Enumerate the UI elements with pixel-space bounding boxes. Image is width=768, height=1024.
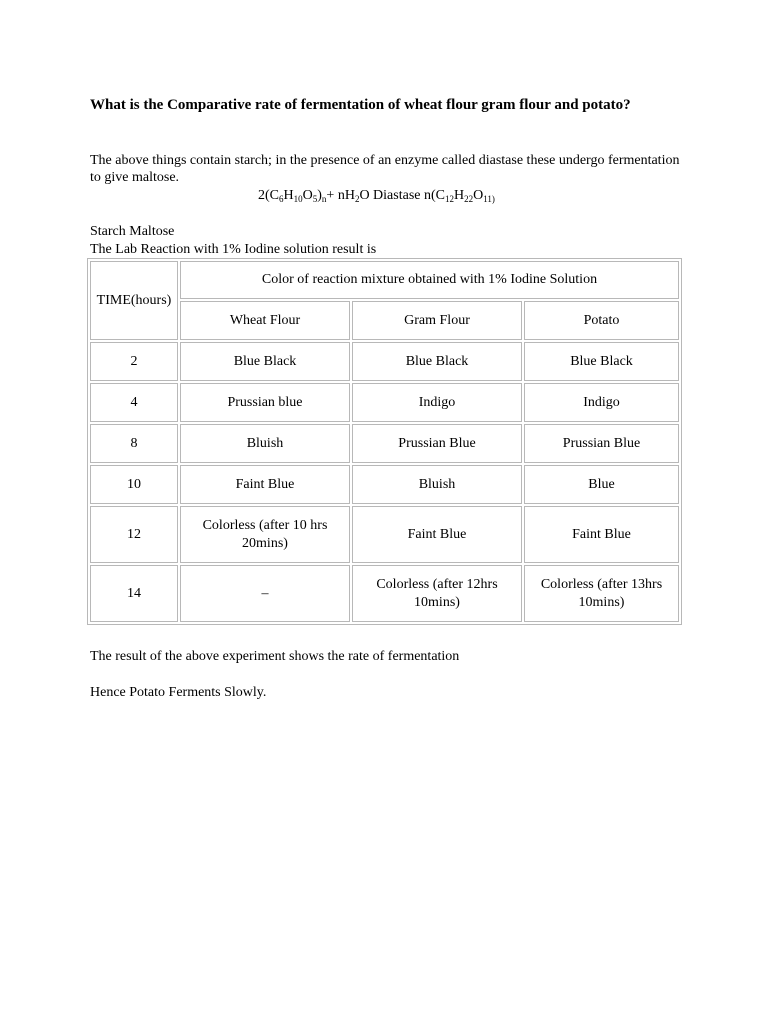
eq-part: H	[283, 188, 294, 203]
eq-part: + nH	[326, 188, 355, 203]
table-header-row	[90, 261, 679, 299]
gram-cell: Bluish	[352, 465, 522, 504]
gram-cell: Blue Black	[352, 342, 522, 381]
time-cell: 12	[90, 506, 178, 563]
eq-sub: 10	[293, 194, 303, 204]
gram-cell: Faint Blue	[352, 506, 522, 563]
page-title: What is the Comparative rate of fermentation of wheat flour gram flour and potato?	[90, 97, 631, 113]
time-cell: 8	[90, 424, 178, 463]
eq-part: O Diastase n(C	[359, 188, 445, 203]
eq-part: O	[302, 188, 313, 203]
eq-sub: 2	[354, 194, 360, 204]
column-header-gram: Gram Flour	[352, 301, 522, 340]
time-cell: 4	[90, 383, 178, 422]
table-row	[90, 342, 679, 381]
gram-cell: Prussian Blue	[352, 424, 522, 463]
table-row	[90, 506, 679, 563]
eq-sub: 12	[444, 194, 454, 204]
group-header: Color of reaction mixture obtained with 1% Iodine Solution	[180, 261, 679, 299]
eq-sub: n	[321, 194, 327, 204]
table-row	[90, 424, 679, 463]
chemical-equation	[258, 187, 495, 204]
potato-cell: Blue	[524, 465, 679, 504]
lab-reaction-line: The Lab Reaction with 1% Iodine solution result is	[90, 242, 377, 257]
table-subheader-row	[90, 301, 679, 340]
column-header-wheat: Wheat Flour	[180, 301, 350, 340]
eq-part: )	[317, 188, 322, 203]
column-header-potato: Potato	[524, 301, 679, 340]
result-line: The result of the above experiment shows the rate of fermentation	[90, 649, 460, 664]
potato-cell: Blue Black	[524, 342, 679, 381]
table-row	[90, 565, 679, 622]
potato-cell: Faint Blue	[524, 506, 679, 563]
intro-paragraph: The above things contain starch; in the presence of an enzyme called diastase these undergo fermentation to give maltose.	[90, 153, 680, 185]
gram-cell: Indigo	[352, 383, 522, 422]
wheat-cell: –	[180, 565, 350, 622]
time-cell: 10	[90, 465, 178, 504]
results-table	[87, 258, 682, 625]
eq-part: 2(C	[258, 188, 279, 203]
potato-cell: Indigo	[524, 383, 679, 422]
wheat-cell: Faint Blue	[180, 465, 350, 504]
eq-sub: 11)	[483, 194, 495, 204]
table-row	[90, 383, 679, 422]
wheat-cell: Colorless (after 10 hrs 20mins)	[180, 506, 350, 563]
time-header: TIME(hours)	[90, 261, 178, 340]
eq-sub: 22	[464, 194, 474, 204]
potato-cell: Colorless (after 13hrs 10mins)	[524, 565, 679, 622]
eq-sub: 5	[312, 194, 318, 204]
wheat-cell: Bluish	[180, 424, 350, 463]
time-cell: 14	[90, 565, 178, 622]
gram-cell: Colorless (after 12hrs 10mins)	[352, 565, 522, 622]
potato-cell: Prussian Blue	[524, 424, 679, 463]
wheat-cell: Prussian blue	[180, 383, 350, 422]
eq-part: H	[453, 188, 465, 203]
eq-part: O	[473, 188, 484, 203]
starch-maltose-line: Starch Maltose	[90, 224, 175, 239]
table-row	[90, 465, 679, 504]
time-cell: 2	[90, 342, 178, 381]
eq-sub: 6	[279, 194, 284, 204]
conclusion-line: Hence Potato Ferments Slowly.	[90, 685, 267, 700]
wheat-cell: Blue Black	[180, 342, 350, 381]
